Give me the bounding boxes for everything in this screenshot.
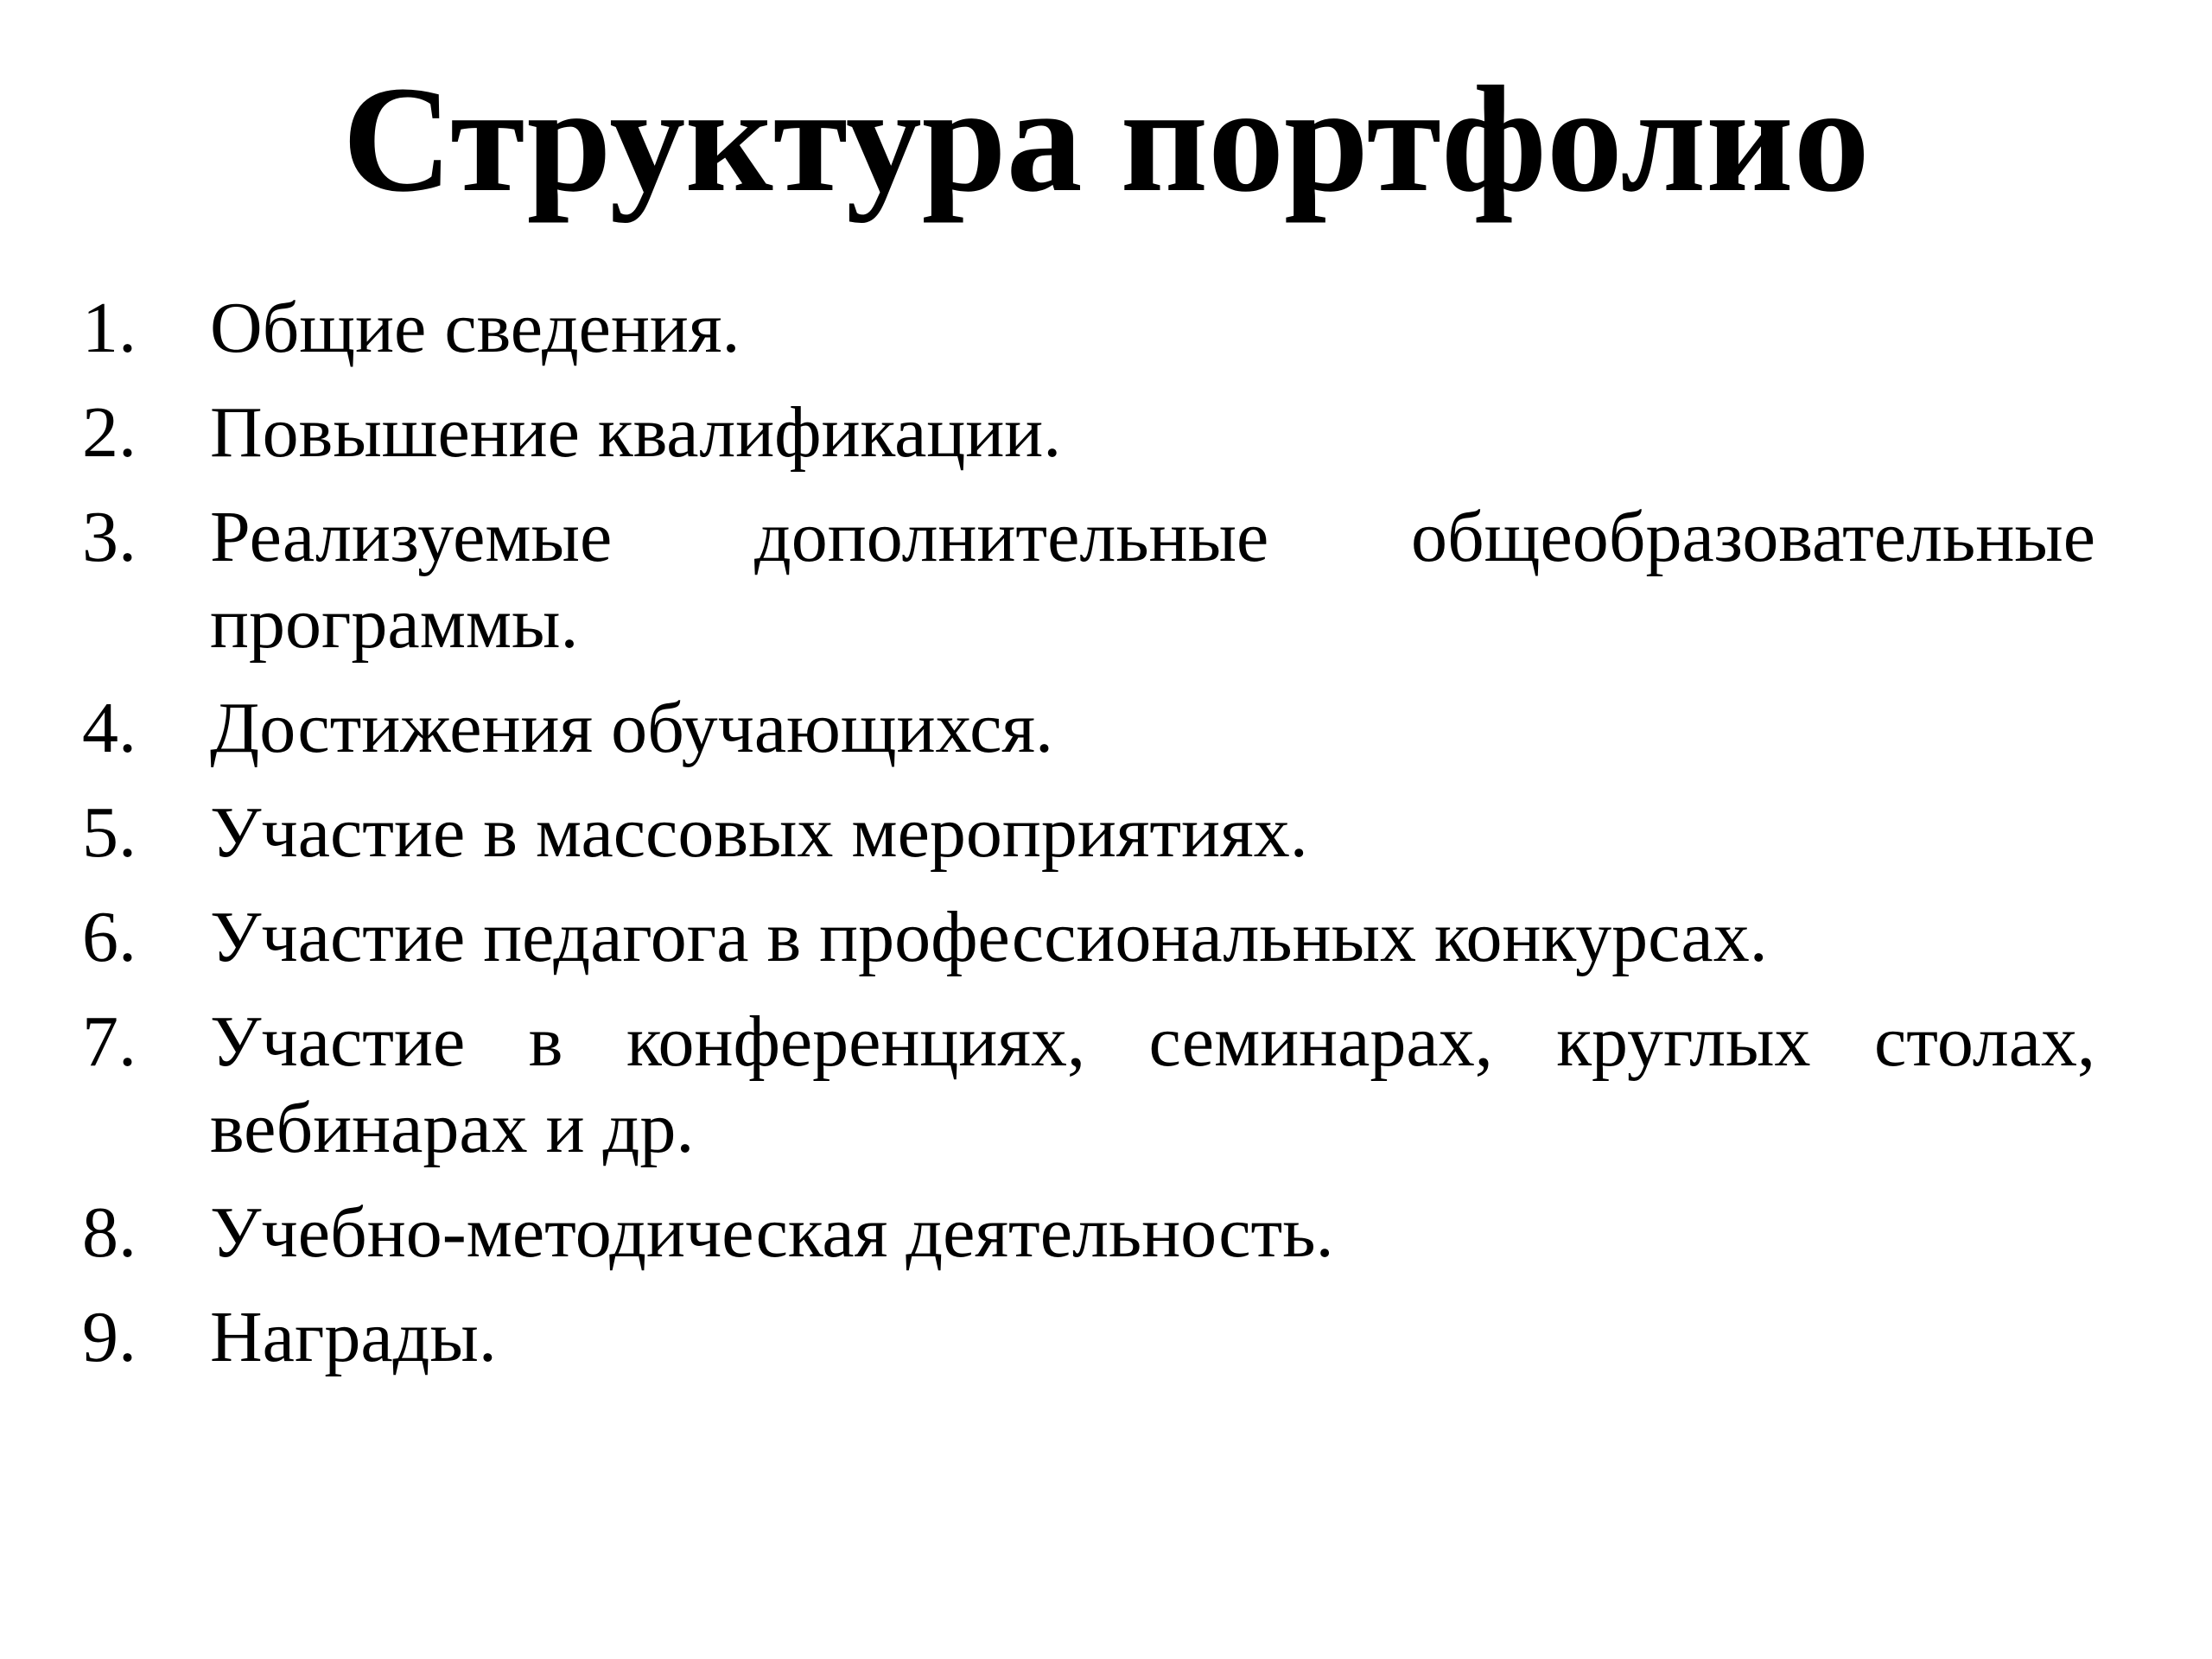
portfolio-structure-list xyxy=(82,285,2095,1399)
list-item-number: 1. xyxy=(82,288,137,368)
list-item-text: Общие сведения. xyxy=(210,288,741,368)
list-item-number: 8. xyxy=(82,1192,137,1273)
list-item xyxy=(82,999,2095,1172)
list-item xyxy=(82,1190,2095,1276)
list-item-number: 5. xyxy=(82,792,137,873)
list-item-text: Повышение квалификации. xyxy=(210,392,1062,473)
list-item xyxy=(82,285,2095,372)
list-item xyxy=(82,685,2095,772)
list-item-number: 3. xyxy=(82,497,137,577)
list-item-text: Достижения обучающихся. xyxy=(210,688,1054,768)
list-item-text: Участие в конференциях, семинарах, круглых столах, вебинарах и др. xyxy=(210,1001,2095,1168)
list-item-number: 9. xyxy=(82,1297,137,1377)
list-item-text: Учебно-методическая деятельность. xyxy=(210,1192,1334,1273)
list-item-number: 7. xyxy=(82,1001,137,1082)
list-item-text: Реализуемые дополнительные общеобразовательные программы. xyxy=(210,497,2095,664)
slide-title: Структура портфолио xyxy=(342,55,1870,224)
list-item xyxy=(82,894,2095,981)
list-item-number: 2. xyxy=(82,392,137,473)
list-item xyxy=(82,494,2095,667)
list-item-text: Участие в массовых мероприятиях. xyxy=(210,792,1308,873)
list-item-number: 6. xyxy=(82,897,137,977)
list-item xyxy=(82,1294,2095,1381)
list-item-number: 4. xyxy=(82,688,137,768)
list-item-text: Участие педагога в профессиональных конкурсах. xyxy=(210,897,1768,977)
list-item xyxy=(82,390,2095,476)
list-item xyxy=(82,790,2095,876)
list-item-text: Награды. xyxy=(210,1297,497,1377)
